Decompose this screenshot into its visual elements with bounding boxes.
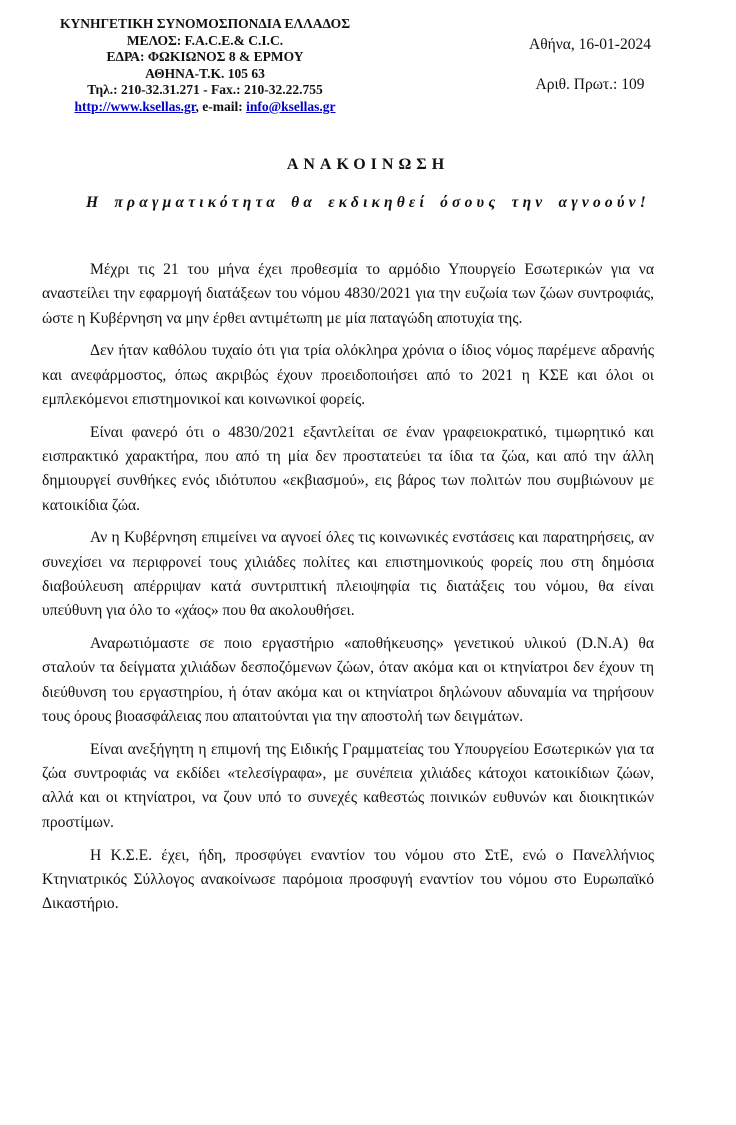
contact-line	[40, 99, 370, 116]
paragraph: Δεν ήταν καθόλου τυχαίο ότι για τρία ολόκληρα χρόνια ο ίδιος νόμος παρέμενε αδρανής και ανεφάρμοστος, όπως ακριβώς έχουν προειδοποιήσει από το 2021 η ΚΣΕ και όλοι οι εμπλεκόμενοι επιστημονικοί και κοινωνικοί φορείς.	[42, 342, 654, 408]
document-meta	[480, 36, 700, 94]
membership-line: ΜΕΛΟΣ: F.A.C.E.& C.I.C.	[126, 32, 284, 48]
reference-number: Αριθ. Πρωτ.: 109	[535, 76, 645, 93]
organization-name: ΚΥΝΗΓΕΤΙΚΗ ΣΥΝΟΜΟΣΠΟΝΔΙΑ ΕΛΛΑΔΟΣ	[59, 16, 351, 31]
paragraph: Μέχρι τις 21 του μήνα έχει προθεσμία το αρμόδιο Υπουργείο Εσωτερικών για να αναστείλει την εφαρμογή διατάξεων του νόμου 4830/2021 για την ευζωία των ζώων συντροφιάς, ώστε η Κυβέρνηση να μην έρθει αντιμέτωπη με μία παταγώδη αποτυχία της.	[42, 261, 654, 327]
email-link[interactable]: info@ksellas.gr	[246, 98, 336, 114]
paragraph: Η Κ.Σ.Ε. έχει, ήδη, προσφύγει εναντίον του νόμου στο ΣτΕ, ενώ ο Πανελλήνιος Κτηνιατρικός Σύλλογος ανακοίνωσε παρόμοια προσφυγή εναντίον του νόμου στο Ευρωπαϊκό Δικαστήριο.	[42, 846, 654, 913]
paragraph: Είναι φανερό ότι ο 4830/2021 εξαντλείται σε έναν γραφειοκρατικό, τιμωρητικό και εισπρακτικό χαρακτήρα, που από τη μία δεν προστατεύει τα ίδια τα ζώα, και από την άλλη δημιουργεί συνθήκες ενός ιδιότυπου «εκβιασμού», εις βάρος των πολιτών που συμβιώνουν με κατοικίδια ζώα.	[42, 423, 654, 514]
document-date: Αθήνα, 16-01-2024	[529, 36, 651, 53]
address-line: ΕΔΡΑ: ΦΩΚΙΩΝΟΣ 8 & ΕΡΜΟΥ	[106, 49, 304, 65]
letterhead	[40, 16, 370, 116]
paragraph: Αν η Κυβέρνηση επιμείνει να αγνοεί όλες τις κοινωνικές ενστάσεις και παρατηρήσεις, αν συνεχίσει να περιφρονεί τους χιλιάδες πολίτες και επιστημονικούς φορείς που στη δημόσια διαβούλευση απέρριψαν κατά συντριπτική πλειοψηφία τις διατάξεις του νόμου, θα είναι υπεύθυνη για όλο το «χάος» που θα ακολουθήσει.	[42, 529, 654, 620]
paragraph: Αναρωτιόμαστε σε ποιο εργαστήριο «αποθήκευσης» γενετικού υλικού (D.N.A) θα σταλούν τα δείγματα χιλιάδων δεσποζόμενων ζώων, όταν ακόμα και οι κτηνίατροι δεν έχουν τη διεύθυνση του εργαστηρίου, ή όταν ακόμα και οι κτηνίατροι δηλώνουν αδυναμία να τηρήσουν τους όρους βιοασφάλειας που απαιτούνται για την αποστολή των δειγμάτων.	[42, 635, 654, 726]
announcement-body	[42, 258, 654, 925]
document-subtitle: Η πραγματικότητα θα εκδικηθεί όσους την αγνοούν!	[86, 194, 650, 211]
city-postcode: ΑΘΗΝΑ-Τ.Κ. 105 63	[145, 65, 265, 81]
document-title: ΑΝΑΚΟΙΝΩΣΗ	[286, 156, 450, 173]
website-link[interactable]: http://www.ksellas.gr	[74, 98, 196, 114]
paragraph: Είναι ανεξήγητη η επιμονή της Ειδικής Γραμματείας του Υπουργείου Εσωτερικών για τα ζώα συντροφιάς να εκδίδει «τελεσίγραφα», με συνέπεια χιλιάδες κάτοχοι κατοικίδιων ζώων, αλλά και οι κτηνίατροι, να ζουν υπό το συνεχές καθεστώς ποινικών ευθυνών και διοικητικών προστίμων.	[42, 740, 654, 831]
email-label: , e-mail:	[195, 98, 247, 114]
phone-fax-line: Τηλ.: 210-32.31.271 - Fax.: 210-32.22.755	[87, 82, 323, 98]
